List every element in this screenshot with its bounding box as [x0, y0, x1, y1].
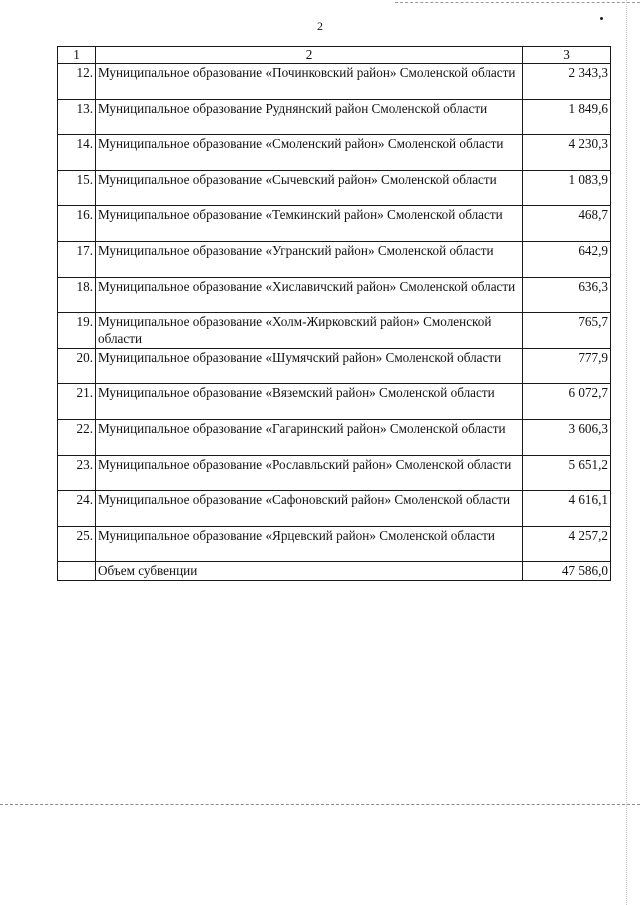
- row-value: 1 849,6: [523, 99, 611, 135]
- row-number: 12.: [58, 64, 96, 100]
- column-header-name: 2: [96, 47, 523, 64]
- row-name: Муниципальное образование «Рославльский район» Смоленской области: [96, 455, 523, 491]
- table-row: [58, 135, 611, 171]
- scan-artifact-line: [0, 804, 640, 805]
- table-row: [58, 64, 611, 100]
- row-value: 4 257,2: [523, 526, 611, 562]
- row-name: Муниципальное образование «Сафоновский район» Смоленской области: [96, 491, 523, 527]
- row-value: 4 616,1: [523, 491, 611, 527]
- row-number: 23.: [58, 455, 96, 491]
- scan-edge-right: [626, 0, 627, 905]
- table-row: [58, 526, 611, 562]
- row-value: 4 230,3: [523, 135, 611, 171]
- table-row: [58, 455, 611, 491]
- row-name: Муниципальное образование «Угранский район» Смоленской области: [96, 241, 523, 277]
- row-name: Муниципальное образование «Хиславичский район» Смоленской области: [96, 277, 523, 313]
- row-name: Муниципальное образование «Гагаринский район» Смоленской области: [96, 419, 523, 455]
- row-number: 21.: [58, 384, 96, 420]
- table-row: [58, 170, 611, 206]
- table-row: [58, 384, 611, 420]
- total-label: Объем субвенции: [96, 562, 523, 580]
- row-name: Муниципальное образование «Шумячский район» Смоленской области: [96, 348, 523, 384]
- table-row: [58, 206, 611, 242]
- row-number: 24.: [58, 491, 96, 527]
- header-row: [58, 47, 611, 64]
- row-number: 17.: [58, 241, 96, 277]
- page-number: 2: [317, 19, 323, 33]
- row-name: Муниципальное образование «Темкинский район» Смоленской области: [96, 206, 523, 242]
- row-value: 642,9: [523, 241, 611, 277]
- row-value: 5 651,2: [523, 455, 611, 491]
- row-value: 6 072,7: [523, 384, 611, 420]
- table-row: [58, 277, 611, 313]
- table-body: [58, 64, 611, 581]
- subsidy-table: [57, 46, 611, 581]
- total-row: [58, 562, 611, 580]
- row-number: 18.: [58, 277, 96, 313]
- row-name: Муниципальное образование «Ярцевский район» Смоленской области: [96, 526, 523, 562]
- column-header-number: 1: [58, 47, 96, 64]
- table-row: [58, 313, 611, 349]
- row-value: 777,9: [523, 348, 611, 384]
- row-name: Муниципальное образование Руднянский район Смоленской области: [96, 99, 523, 135]
- row-number: 22.: [58, 419, 96, 455]
- table-row: [58, 419, 611, 455]
- row-value: 3 606,3: [523, 419, 611, 455]
- column-header-value: 3: [523, 47, 611, 64]
- row-number: 13.: [58, 99, 96, 135]
- row-name: Муниципальное образование «Починковский район» Смоленской области: [96, 64, 523, 100]
- table-row: [58, 99, 611, 135]
- row-number: 15.: [58, 170, 96, 206]
- scan-edge-top: [395, 2, 640, 3]
- row-value: 2 343,3: [523, 64, 611, 100]
- row-value: 468,7: [523, 206, 611, 242]
- row-number: 14.: [58, 135, 96, 171]
- table-row: [58, 491, 611, 527]
- total-number-cell: [58, 562, 96, 580]
- table-row: [58, 241, 611, 277]
- row-name: Муниципальное образование «Сычевский район» Смоленской области: [96, 170, 523, 206]
- row-number: 16.: [58, 206, 96, 242]
- row-name: Муниципальное образование «Смоленский район» Смоленской области: [96, 135, 523, 171]
- row-value: 765,7: [523, 313, 611, 349]
- total-value: 47 586,0: [523, 562, 611, 580]
- table-row: [58, 348, 611, 384]
- row-name: Муниципальное образование «Холм-Жирковский район» Смоленской области: [96, 313, 523, 349]
- row-number: 20.: [58, 348, 96, 384]
- row-number: 25.: [58, 526, 96, 562]
- row-value: 636,3: [523, 277, 611, 313]
- row-name: Муниципальное образование «Вяземский район» Смоленской области: [96, 384, 523, 420]
- row-number: 19.: [58, 313, 96, 349]
- row-value: 1 083,9: [523, 170, 611, 206]
